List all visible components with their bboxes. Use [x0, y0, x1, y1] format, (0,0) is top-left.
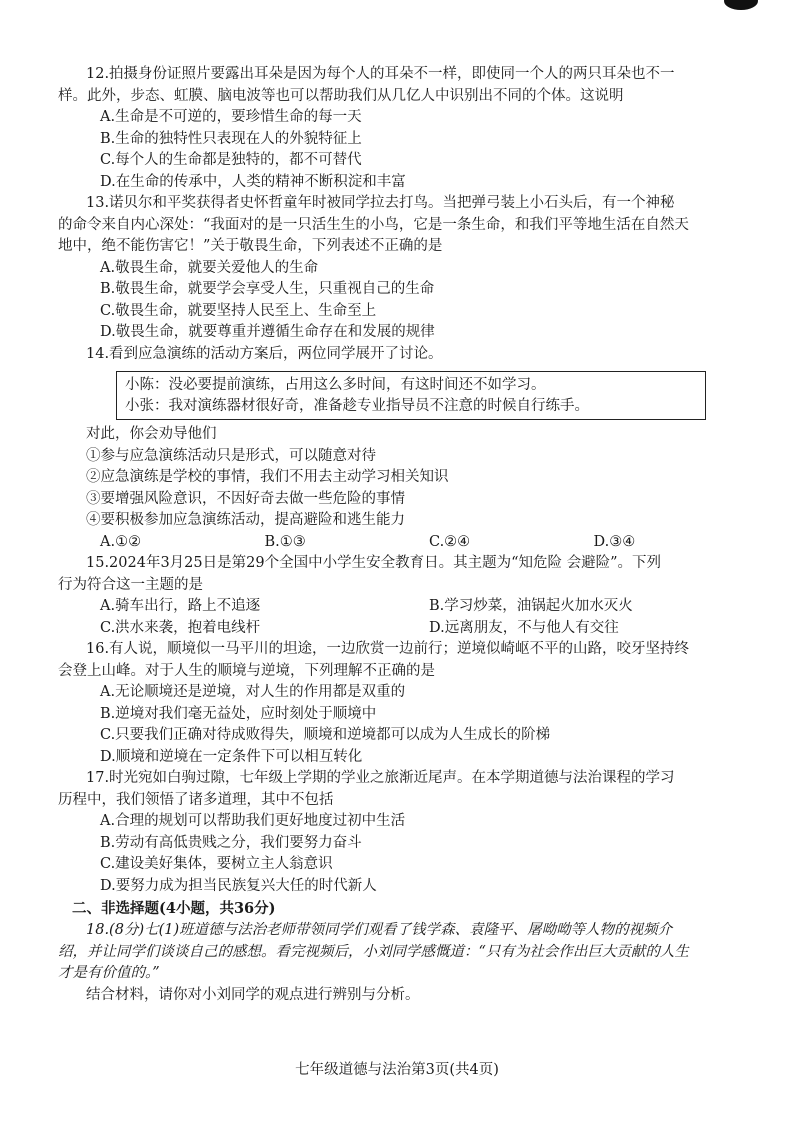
question-stem-line: 17.时光宛如白驹过隙，七年级上学期的学业之旅渐近尾声。在本学期道德与法治课程的学习	[86, 770, 675, 786]
option-c: C.每个人的生命都是独特的，都不可替代	[100, 152, 362, 168]
option-a: A.敬畏生命，就要关爱他人的生命	[100, 259, 319, 276]
question-stem-line: 14.看到应急演练的活动方案后，两位同学展开了讨论。	[86, 345, 443, 362]
option-b: B.逆境对我们毫无益处，应时刻处于顺境中	[100, 705, 377, 722]
dialog-line-xiaochen: 小陈：没必要提前演练，占用这么多时间，有这时间还不如学习。	[125, 377, 546, 393]
option-c: C.②④	[429, 533, 471, 550]
question-stem-line: 的命令来自内心深处：“我面对的是一只活生生的小鸟，它是一条生命，和我们平等地生活在自然天	[58, 216, 689, 233]
question-16	[58, 639, 758, 768]
option-c: C.敬畏生命，就要坚持人民至上、生命至上	[100, 302, 377, 319]
statement-item: ②应急演练是学校的事情，我们不用去主动学习相关知识	[86, 469, 449, 485]
option-d: D.要努力成为担当民族复兴大任的时代新人	[100, 877, 377, 894]
question-13	[58, 193, 758, 344]
option-b: B.劳动有高低贵贱之分，我们要努力奋斗	[100, 834, 362, 851]
scan-corner-mark	[724, 0, 758, 10]
page-footer: 七年级道德与法治第3页(共4页)	[295, 1062, 499, 1078]
option-a: A.骑车出行，路上不追逐	[100, 598, 261, 614]
option-d: D.③④	[593, 533, 636, 550]
question-18	[58, 920, 758, 1006]
question-prompt: 对此，你会劝导他们	[86, 426, 217, 442]
options-row	[58, 532, 758, 554]
option-a: A.生命是不可逆的，要珍惜生命的每一天	[100, 109, 362, 125]
option-a: A.合理的规划可以帮助我们更好地度过初中生活	[100, 813, 406, 829]
section-title: 二、非选择题(4小题，共36分)	[72, 900, 276, 917]
option-a: A.无论顺境还是逆境，对人生的作用都是双重的	[100, 684, 406, 700]
question-14	[58, 344, 758, 554]
question-stem-line: 地中，绝不能伤害它！”关于敬畏生命，下列表述不正确的是	[58, 238, 443, 254]
question-stem-line: 12.拍摄身份证照片要露出耳朵是因为每个人的耳朵不一样，即使同一个人的两只耳朵也不一	[86, 66, 675, 82]
options-row	[58, 618, 758, 640]
option-b: B.学习炒菜，油锅起火加水灭火	[429, 598, 633, 614]
option-d: D.顺境和逆境在一定条件下可以相互转化	[100, 748, 363, 765]
options-row	[58, 596, 758, 618]
question-stem-line: 16.有人说，顺境似一马平川的坦途，一边欣赏一边前行；逆境似崎岖不平的山路，咬牙坚持终	[86, 641, 690, 657]
question-stem-line: 行为符合这一主题的是	[58, 576, 203, 593]
option-d: D.在生命的传承中，人类的精神不断积淀和丰富	[100, 173, 406, 190]
question-stem-line: 会登上山峰。对于人生的顺境与逆境，下列理解不正确的是	[58, 662, 435, 679]
option-c: C.建设美好集体，要树立主人翁意识	[100, 856, 333, 872]
question-stem-line: 样。此外，步态、虹膜、脑电波等也可以帮助我们从几亿人中识别出不同的个体。这说明	[58, 87, 624, 104]
option-a: A.①②	[100, 533, 142, 550]
page-content	[58, 64, 758, 1006]
question-stem-line: 才是有价值的。”	[58, 965, 160, 981]
option-b: B.生命的独特性只表现在人的外貌特征上	[100, 130, 362, 147]
option-b: B.①③	[264, 533, 306, 550]
option-d: D.敬畏生命，就要尊重并遵循生命存在和发展的规律	[100, 324, 435, 340]
option-c: C.洪水来袭，抱着电线杆	[100, 619, 261, 636]
statement-item: ①参与应急演练活动只是形式，可以随意对待	[86, 447, 376, 464]
option-d: D.远离朋友，不与他人有交往	[429, 619, 619, 636]
statement-item: ④要积极参加应急演练活动，提高避险和逃生能力	[86, 512, 405, 528]
question-stem-line: 历程中，我们领悟了诸多道理，其中不包括	[58, 791, 334, 808]
question-stem-line: 绍，并让同学们谈谈自己的感想。看完视频后，小刘同学感慨道：“只有为社会作出巨大贡献的人生	[58, 943, 689, 960]
question-task: 结合材料，请你对小刘同学的观点进行辨别与分析。	[86, 986, 420, 1003]
option-c: C.只要我们正确对待成败得失，顺境和逆境都可以成为人生成长的阶梯	[100, 727, 551, 743]
question-stem-line: 15.2024年3月25日是第29个全国中小学生安全教育日。其主题为“知危险 会避险”。下列	[86, 555, 662, 571]
question-15	[58, 553, 758, 639]
dialog-line-xiaozhang: 小张：我对演练器材很好奇，准备趁专业指导员不注意的时候自行练手。	[125, 398, 589, 414]
question-stem-line: 18.(8分)七(1)班道德与法治老师带领同学们观看了钱学森、袁隆平、屠呦呦等人物的视频介	[86, 922, 673, 938]
question-12	[58, 64, 758, 193]
dialog-box	[116, 371, 706, 420]
question-17	[58, 768, 758, 897]
statement-item: ③要增强风险意识，不因好奇去做一些危险的事情	[86, 490, 405, 507]
option-b: B.敬畏生命，就要学会享受人生，只重视自己的生命	[100, 281, 435, 297]
question-stem-line: 13.诺贝尔和平奖获得者史怀哲童年时被同学拉去打鸟。当把弹弓装上小石头后，有一个神秘	[86, 195, 675, 211]
